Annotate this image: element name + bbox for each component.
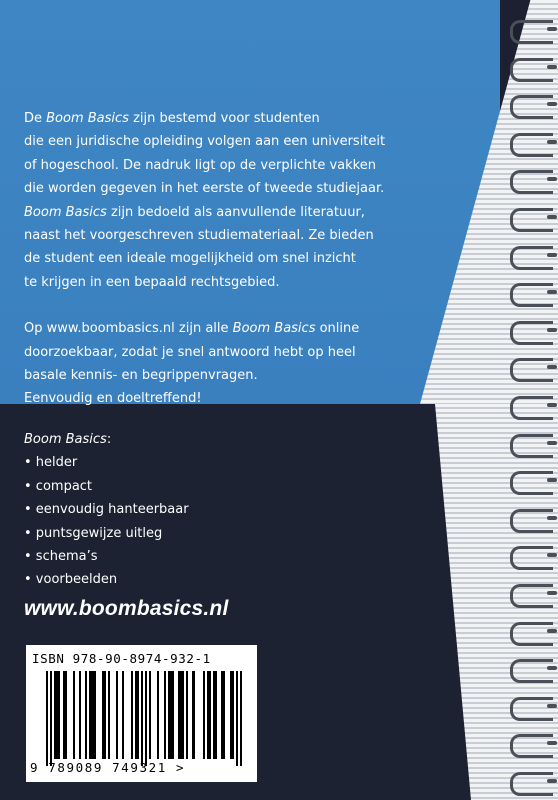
spiral-ring [510,622,553,646]
text-line: te krijgen in een bepaald rechtsgebied. [24,274,280,290]
features-heading-colon: : [106,432,112,447]
description-text [24,107,414,434]
text-line: de student een ideale mogelijkheid om snel inzicht [24,251,356,267]
spiral-ring [510,321,553,345]
barcode-bar [240,671,242,766]
features-heading-title: Boom Basics [24,432,107,447]
spiral-ring [510,246,553,270]
description-paragraph-2 [24,317,414,411]
spiral-ring [510,133,553,157]
barcode-box [26,645,257,782]
spiral-ring [510,434,553,458]
isbn-label: ISBN 978-90-8974-932-1 [32,651,211,666]
spiral-ring [510,95,553,119]
text-line: die worden gegeven in het eerste of tweede studiejaar. [24,181,385,197]
features-items [24,451,189,591]
text-line: naast het voorgeschreven studiemateriaal. Ze bieden [24,228,374,244]
spiral-ring [510,20,553,44]
description-paragraph-1 [24,107,414,294]
spiral-ring [510,170,553,194]
feature-item: • puntsgewijze uitleg [24,525,163,541]
feature-item: • eenvoudig hanteerbaar [24,502,189,518]
spiral-ring [510,509,553,533]
spiral-ring [510,471,553,495]
spiral-ring [510,734,553,758]
text-line: die een juridische opleiding volgen aan een universiteit [24,134,386,150]
spiral-ring [510,283,553,307]
barcode-digits: 9 789089 749321 > [30,760,186,775]
text-line: Op www.boombasics.nl zijn alle Boom Basics online [24,321,360,337]
spiral-ring [510,546,553,570]
features-list [24,428,189,592]
feature-item: • voorbeelden [24,572,118,588]
spiral-ring [510,208,553,232]
website-url: www.boombasics.nl [24,597,229,620]
text-line: Eenvoudig en doeltreffend! [24,391,202,407]
spiral-ring [510,659,553,683]
barcode-bars [46,671,242,759]
feature-item: • compact [24,478,93,494]
spiral-ring [510,396,553,420]
spiral-ring [510,772,553,796]
features-heading [24,428,189,451]
text-line: Boom Basics zijn bedoeld als aanvullende literatuur, [24,204,365,220]
spiral-ring [510,58,553,82]
spiral-ring [510,584,553,608]
spiral-ring [510,358,553,382]
text-line: De Boom Basics zijn bestemd voor studenten [24,111,320,126]
spiral-ring [510,697,553,721]
text-line: of hogeschool. De nadruk ligt op de verplichte vakken [24,157,376,173]
text-line: doorzoekbaar, zodat je snel antwoord hebt op heel [24,344,356,360]
feature-item: • helder [24,455,78,471]
text-line: basale kennis- en begrippenvragen. [24,368,258,384]
feature-item: • schema’s [24,549,98,565]
